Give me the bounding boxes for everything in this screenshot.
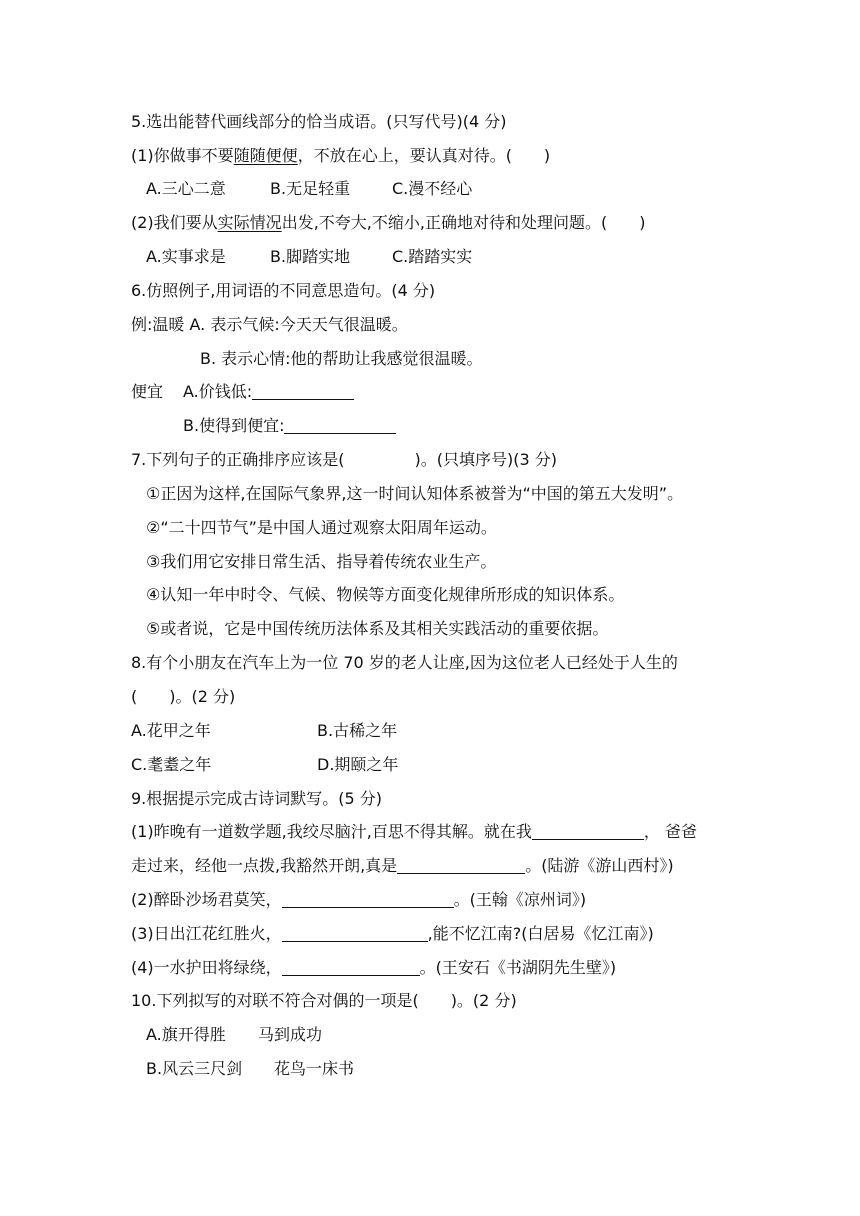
q7-title-prefix: 7.下列句子的正确排序应该是(: [131, 450, 345, 469]
q8-option-d: D.期颐之年: [317, 755, 399, 774]
q8-option-a: A.花甲之年: [131, 721, 211, 740]
q7-item-1: ①正因为这样,在国际气象界,这一时间认知体系被誉为“中国的第五大发明”。: [146, 484, 684, 503]
q8-line-2: ( )。(2 分): [131, 687, 236, 706]
q8-options-row-1: [131, 721, 397, 741]
q5-s2-underlined: 实际情况: [217, 213, 282, 232]
q10-option-b: [146, 1059, 354, 1079]
q5-sentence-1: [131, 146, 550, 166]
q7-item-2: ②“二十四节气”是中国人通过观察太阳周年运动。: [146, 518, 497, 537]
q9-s4-blank[interactable]: [282, 959, 420, 976]
q5-title: 5.选出能替代画线部分的恰当成语。(只写代号)(4 分): [131, 112, 507, 131]
q9-s1-line-2: [131, 856, 674, 876]
q6-a-blank[interactable]: [252, 383, 354, 400]
q7-item-4: ④认知一年中时令、气候、物候等方面变化规律所形成的知识体系。: [146, 585, 625, 604]
q9-s3-blank[interactable]: [282, 925, 428, 942]
q7-item-3: ③我们用它安排日常生活、指导着传统农业生产。: [146, 552, 497, 571]
q9-s3: [131, 924, 654, 944]
q9-s1-blank-1[interactable]: [532, 823, 644, 840]
q9-s1-blank-2[interactable]: [397, 857, 525, 874]
q5-s2-option-b: B.脚踏实地: [270, 247, 351, 266]
q10-option-a-right: 马到成功: [258, 1025, 323, 1044]
q5-sentence-2: [131, 213, 645, 233]
q10-option-a-left: A.旗开得胜: [146, 1025, 226, 1044]
q9-s1-text-b: ， 爸爸: [643, 822, 697, 841]
q6-example-a: 例:温暖 A. 表示气候:今天天气很温暖。: [131, 315, 408, 334]
q9-s4: [131, 958, 616, 978]
q9-s4-text-b: 。(王安石《书湖阴先生壁》): [419, 958, 617, 977]
q9-s2-text-a: (2)醉卧沙场君莫笑，: [131, 890, 282, 909]
q10-option-b-right: 花鸟一床书: [274, 1059, 355, 1078]
q9-s2-text-b: 。(王翰《凉州词》): [453, 890, 587, 909]
q8-option-b: B.古稀之年: [317, 721, 398, 740]
q7-item-5: ⑤或者说，它是中国传统历法体系及其相关实践活动的重要依据。: [146, 619, 609, 638]
q10-option-b-left: B.风云三尺剑: [146, 1059, 243, 1078]
q6-word: 便宜: [131, 382, 164, 401]
q6-title: 6.仿照例子,用词语的不同意思造句。(4 分): [131, 281, 436, 300]
q5-s1-option-a: A.三心二意: [146, 179, 226, 198]
q9-s1-text-a: (1)昨晚有一道数学题,我绞尽脑汁,百思不得其解。就在我: [131, 822, 532, 841]
q5-s1-options: [146, 179, 472, 199]
q10-option-a: [146, 1025, 322, 1045]
q7-title: [131, 450, 557, 470]
q5-s2-prefix: (2)我们要从: [131, 213, 218, 232]
q8-options-row-2: [131, 755, 398, 775]
q8-option-c: C.耄耋之年: [131, 755, 212, 774]
q5-s1-option-c: C.漫不经心: [392, 179, 473, 198]
q10-title: 10.下列拟写的对联不符合对偶的一项是( )。(2 分): [131, 991, 517, 1010]
q8-line-1: 8.有个小朋友在汽车上为一位 70 岁的老人让座,因为这位老人已经处于人生的: [131, 653, 678, 672]
q7-title-suffix: )。(只填序号)(3 分): [414, 450, 557, 469]
q6-answer-a: [131, 382, 354, 402]
q5-s1-underlined: 随随便便: [233, 146, 298, 165]
q9-s1-line-1: [131, 822, 697, 842]
q6-answer-b: [183, 416, 396, 436]
q9-title: 9.根据提示完成古诗词默写。(5 分): [131, 789, 383, 808]
q5-s1-prefix: (1)你做事不要: [131, 146, 234, 165]
q5-s2-options: [146, 247, 472, 267]
q5-s1-suffix: ，不放在心上，要认真对待。( ): [297, 146, 551, 165]
q6-b-label: B.使得到便宜:: [183, 416, 285, 435]
q9-s2: [131, 890, 586, 910]
q6-b-blank[interactable]: [284, 417, 396, 434]
q9-s1-text-d: 。(陆游《游山西村》): [525, 856, 674, 875]
q6-a-label: A.价钱低:: [183, 382, 253, 401]
q5-s1-option-b: B.无足轻重: [270, 179, 351, 198]
q5-s2-option-c: C.踏踏实实: [392, 247, 473, 266]
q9-s3-text-b: ,能不忆江南?(白居易《忆江南》): [427, 924, 654, 943]
q5-s2-option-a: A.实事求是: [146, 247, 226, 266]
q9-s1-text-c: 走过来，经他一点拨,我豁然开朗,真是: [131, 856, 398, 875]
q6-example-b: B. 表示心情:他的帮助让我感觉很温暖。: [200, 349, 483, 368]
q5-s2-suffix: 出发,不夸大,不缩小,正确地对待和处理问题。( ): [281, 213, 646, 232]
q9-s2-blank[interactable]: [282, 891, 454, 908]
q9-s3-text-a: (3)日出江花红胜火，: [131, 924, 282, 943]
q9-s4-text-a: (4)一水护田将绿绕，: [131, 958, 282, 977]
